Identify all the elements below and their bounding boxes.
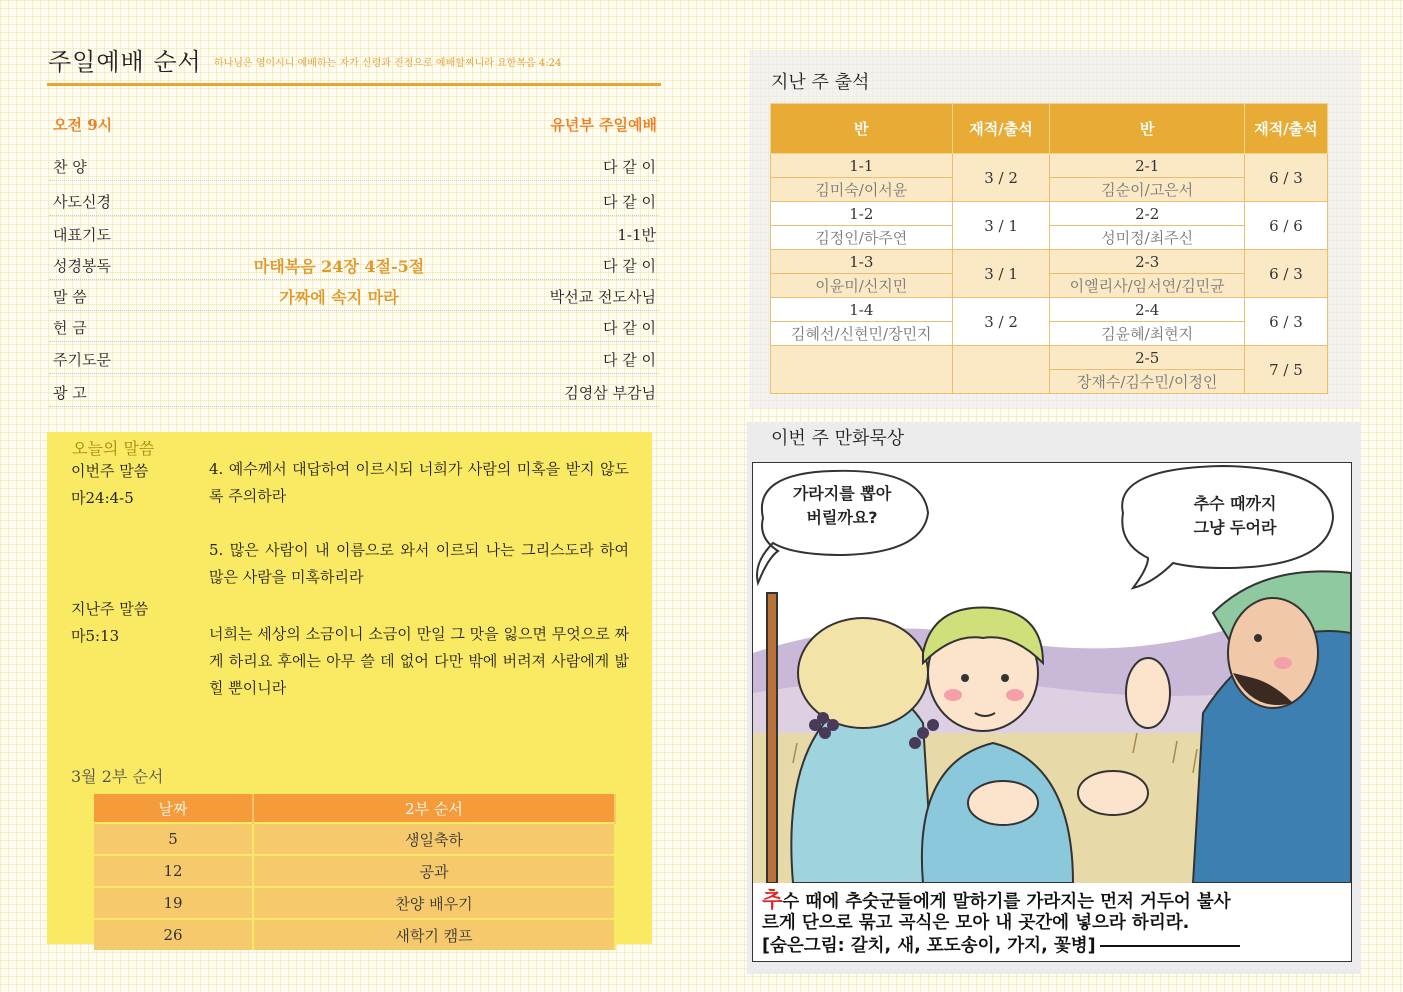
order-item-leader: 다 같 이 bbox=[602, 351, 656, 369]
class-count: 3 / 1 bbox=[952, 202, 1050, 250]
cartoon-title: 이번 주 만화묵상 bbox=[771, 428, 905, 449]
class-teachers: 김혜선/신현민/장민지 bbox=[771, 322, 953, 346]
schedule-table bbox=[94, 794, 616, 950]
order-title: 주일예배 순서 bbox=[48, 48, 202, 76]
schedule-date: 5 bbox=[94, 823, 253, 855]
class-count: 6 / 6 bbox=[1244, 202, 1327, 250]
order-item-name: 주기도문 bbox=[53, 351, 111, 369]
class-teachers: 성미정/최주신 bbox=[1050, 226, 1244, 250]
order-item-name: 사도신경 bbox=[53, 193, 111, 211]
schedule-row bbox=[94, 855, 615, 887]
schedule-heading: 3월 2부 순서 bbox=[71, 767, 164, 786]
class-name: 1-4 bbox=[771, 298, 953, 322]
class-count: 6 / 3 bbox=[1244, 298, 1327, 346]
class-count: 6 / 3 bbox=[1244, 154, 1327, 202]
schedule-row bbox=[94, 919, 615, 950]
schedule-row bbox=[94, 823, 615, 855]
scripture-reference: 마태복음 24장 4절-5절 bbox=[253, 257, 425, 276]
class-count: 3 / 1 bbox=[952, 250, 1050, 298]
order-item-leader: 다 같 이 bbox=[602, 257, 656, 275]
order-item-name: 말 씀 bbox=[53, 288, 87, 306]
schedule-row bbox=[94, 887, 615, 919]
order-item-leader: 다 같 이 bbox=[602, 158, 656, 176]
this-week-label: 이번주 말씀 bbox=[71, 462, 149, 480]
service-department: 유년부 주일예배 bbox=[550, 116, 657, 134]
order-row bbox=[49, 249, 659, 280]
order-row bbox=[49, 218, 659, 249]
class-name: 2-3 bbox=[1050, 250, 1244, 274]
class-teachers: 장재수/김수민/이정인 bbox=[1050, 370, 1244, 394]
bubble-right-line-2: 그냥 두어라 bbox=[1193, 518, 1277, 537]
order-row bbox=[49, 376, 659, 407]
order-row bbox=[49, 311, 659, 342]
class-teachers: 이윤미/신지민 bbox=[771, 274, 953, 298]
order-item-leader: 다 같 이 bbox=[602, 193, 656, 211]
attendance-col-class-2: 반 bbox=[1050, 104, 1244, 154]
class-count: 6 / 3 bbox=[1244, 250, 1327, 298]
speech-bubble-right bbox=[1150, 492, 1320, 540]
schedule-date: 19 bbox=[94, 887, 253, 919]
last-week-reference: 마5:13 bbox=[71, 627, 120, 645]
class-name: 2-5 bbox=[1050, 346, 1244, 370]
class-name: 1-3 bbox=[771, 250, 953, 274]
this-week-reference: 마24:4-5 bbox=[71, 489, 134, 507]
caption-rule bbox=[1100, 945, 1240, 947]
hidden-picture-list: [숨은그림: 갈치, 새, 포도송이, 가지, 꽃병] bbox=[762, 936, 1096, 956]
schedule-date: 12 bbox=[94, 855, 253, 887]
empty-cell bbox=[952, 346, 1050, 394]
class-name: 2-4 bbox=[1050, 298, 1244, 322]
attendance-row bbox=[771, 202, 1328, 226]
cartoon-caption-line-2: 르게 단으로 묶고 곡식은 모아 내 곳간에 넣으라 하리라. bbox=[762, 913, 1190, 933]
class-count: 7 / 5 bbox=[1244, 346, 1327, 394]
attendance-header-row bbox=[771, 104, 1328, 154]
order-item-leader: 다 같 이 bbox=[602, 319, 656, 337]
bubble-right-line-1: 추수 때까지 bbox=[1193, 494, 1277, 513]
order-item-leader: 1-1반 bbox=[617, 226, 656, 244]
order-row bbox=[49, 343, 659, 374]
bubble-left-line-2: 버릴까요? bbox=[806, 508, 878, 527]
schedule-col-date: 날짜 bbox=[94, 794, 253, 823]
attendance-teachers-row bbox=[771, 226, 1328, 250]
class-name: 1-2 bbox=[771, 202, 953, 226]
order-item-name: 헌 금 bbox=[53, 319, 87, 337]
word-heading: 오늘의 말씀 bbox=[72, 439, 155, 458]
attendance-row bbox=[771, 346, 1328, 370]
attendance-teachers-row bbox=[771, 322, 1328, 346]
class-name: 1-1 bbox=[771, 154, 953, 178]
schedule-program: 생일축하 bbox=[253, 823, 615, 855]
class-name: 2-1 bbox=[1050, 154, 1244, 178]
order-row bbox=[49, 185, 659, 216]
order-row bbox=[49, 150, 659, 181]
attendance-row bbox=[771, 298, 1328, 322]
class-name: 2-2 bbox=[1050, 202, 1244, 226]
order-item-leader: 박선교 전도사님 bbox=[549, 288, 656, 306]
class-count: 3 / 2 bbox=[952, 154, 1050, 202]
this-week-verse-4: 4. 예수께서 대답하여 이르시되 너희가 사람의 미혹을 받지 않도록 주의하라 bbox=[209, 460, 629, 505]
order-item-name: 성경봉독 bbox=[53, 257, 111, 275]
schedule-header-row bbox=[94, 794, 615, 823]
order-verse: 하나님은 영이시니 예배하는 자가 신령과 진정으로 예배할찌니라 요한복음 4:24 bbox=[214, 58, 562, 69]
service-time: 오전 9시 bbox=[53, 116, 113, 134]
this-week-verse-5: 5. 많은 사람이 내 이름으로 와서 이르되 나는 그리스도라 하여 많은 사람을 미혹하리라 bbox=[209, 541, 629, 586]
order-row bbox=[49, 280, 659, 311]
cartoon-caption-line-3 bbox=[762, 932, 1240, 957]
attendance-col-count-2: 재적/출석 bbox=[1244, 104, 1327, 154]
attendance-row bbox=[771, 154, 1328, 178]
attendance-col-class: 반 bbox=[771, 104, 953, 154]
class-teachers: 김미숙/이서윤 bbox=[771, 178, 953, 202]
attendance-teachers-row bbox=[771, 178, 1328, 202]
speech-bubble-left bbox=[762, 482, 922, 530]
order-item-name: 찬 양 bbox=[53, 158, 87, 176]
sermon-title: 가짜에 속지 마라 bbox=[279, 288, 399, 307]
class-count: 3 / 2 bbox=[952, 298, 1050, 346]
caption-text-1: 수 때에 추숫군들에게 말하기를 가라지는 먼저 거두어 불사 bbox=[782, 892, 1231, 912]
order-item-name: 대표기도 bbox=[53, 226, 111, 244]
class-teachers: 이엘리사/임서연/김민균 bbox=[1050, 274, 1244, 298]
bubble-left-line-1: 가라지를 뽑아 bbox=[792, 484, 892, 503]
attendance-title: 지난 주 출석 bbox=[771, 72, 870, 93]
empty-cell bbox=[771, 346, 953, 394]
attendance-row bbox=[771, 250, 1328, 274]
schedule-col-program: 2부 순서 bbox=[253, 794, 615, 823]
order-item-leader: 김영삼 부감님 bbox=[564, 384, 656, 402]
title-rule bbox=[47, 83, 661, 86]
class-teachers: 김윤혜/최현지 bbox=[1050, 322, 1244, 346]
schedule-program: 새학기 캠프 bbox=[253, 919, 615, 950]
attendance-col-count: 재적/출석 bbox=[952, 104, 1050, 154]
schedule-date: 26 bbox=[94, 919, 253, 950]
class-teachers: 김정인/하주연 bbox=[771, 226, 953, 250]
caption-first-char: 추 bbox=[762, 888, 783, 912]
attendance-teachers-row bbox=[771, 274, 1328, 298]
schedule-program: 공과 bbox=[253, 855, 615, 887]
order-item-name: 광 고 bbox=[53, 384, 87, 402]
last-week-label: 지난주 말씀 bbox=[71, 600, 149, 618]
schedule-program: 찬양 배우기 bbox=[253, 887, 615, 919]
last-week-verse: 너희는 세상의 소금이니 소금이 만일 그 맛을 잃으면 무엇으로 짜게 하리요 후에는 아무 쓸 데 없어 다만 밖에 버려져 사람에게 밟힐 뿐이니라 bbox=[209, 625, 629, 697]
class-teachers: 김순이/고은서 bbox=[1050, 178, 1244, 202]
attendance-table bbox=[770, 103, 1328, 394]
